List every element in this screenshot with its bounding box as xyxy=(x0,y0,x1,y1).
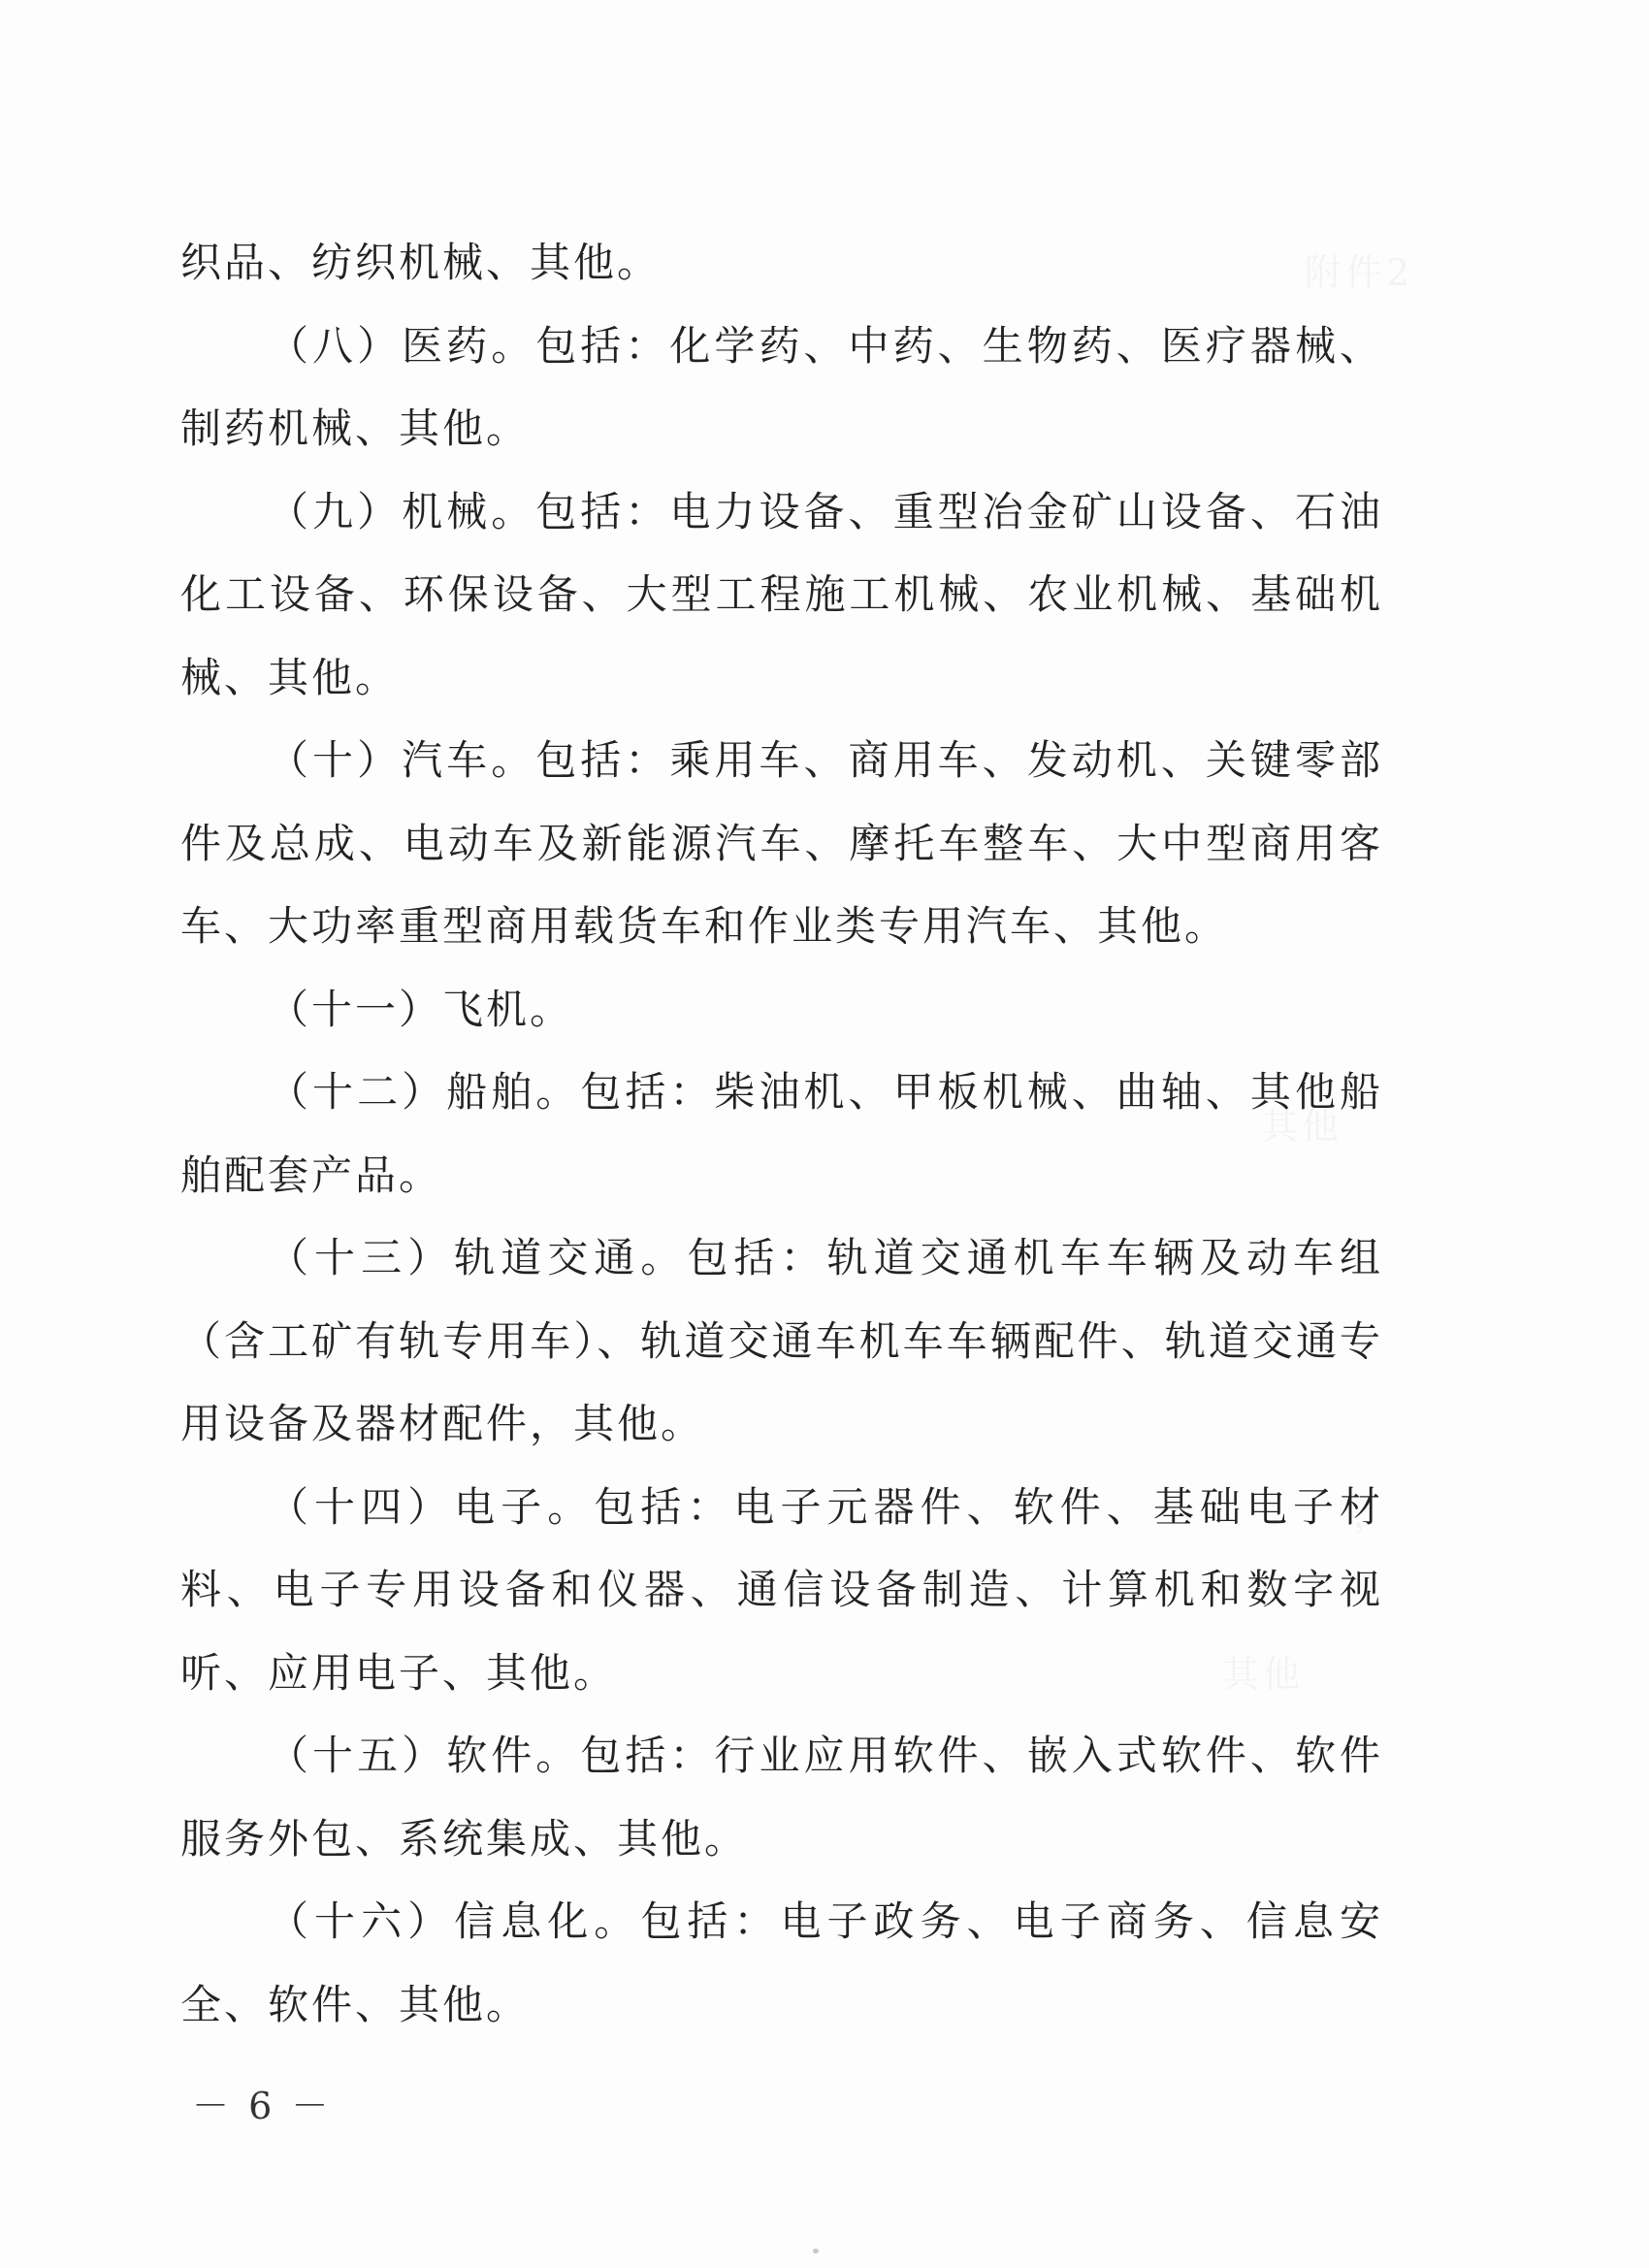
paragraph-informatization: （十六）信息化。包括：电子政务、电子商务、信息安全、软件、其他。 xyxy=(180,1897,1383,2028)
paragraph-rail-transit: （十三）轨道交通。包括：轨道交通机车车辆及动车组（含工矿有轨专用车）、轨道交通车机车车辆配件、轨道交通专用设备及器材配件，其他。 xyxy=(180,1234,1383,1447)
paragraph-electronics: （十四）电子。包括：电子元器件、软件、基础电子材料、电子专用设备和仪器、通信设备制造、计算机和数字视听、应用电子、其他。 xyxy=(180,1482,1383,1697)
paragraph-software: （十五）软件。包括：行业应用软件、嵌入式软件、软件服务外包、系统集成、其他。 xyxy=(180,1732,1383,1863)
scan-speck xyxy=(813,2249,819,2253)
paragraph-aircraft: （十一）飞机。 xyxy=(268,985,574,1033)
paragraph-textiles-continued: 织品、纺织机械、其他。 xyxy=(180,239,662,286)
paragraph-automobiles: （十）汽车。包括：乘用车、商用车、发动机、关键零部件及总成、电动车及新能源汽车、摩托车整车、大中型商用客车、大功率重型商用载货车和作业类专用汽车、其他。 xyxy=(180,736,1383,950)
paragraph-ships: （十二）船舶。包括：柴油机、甲板机械、曲轴、其他船舶配套产品。 xyxy=(180,1068,1383,1199)
body-text xyxy=(180,221,1383,2046)
paragraph-machinery: （九）机械。包括：电力设备、重型冶金矿山设备、石油化工设备、环保设备、大型工程施工机械、农业机械、基础机械、其他。 xyxy=(180,487,1383,701)
page-number: － 6 － xyxy=(192,2085,333,2127)
paragraph-pharmaceuticals: （八）医药。包括：化学药、中药、生物药、医疗器械、制药机械、其他。 xyxy=(180,321,1383,452)
